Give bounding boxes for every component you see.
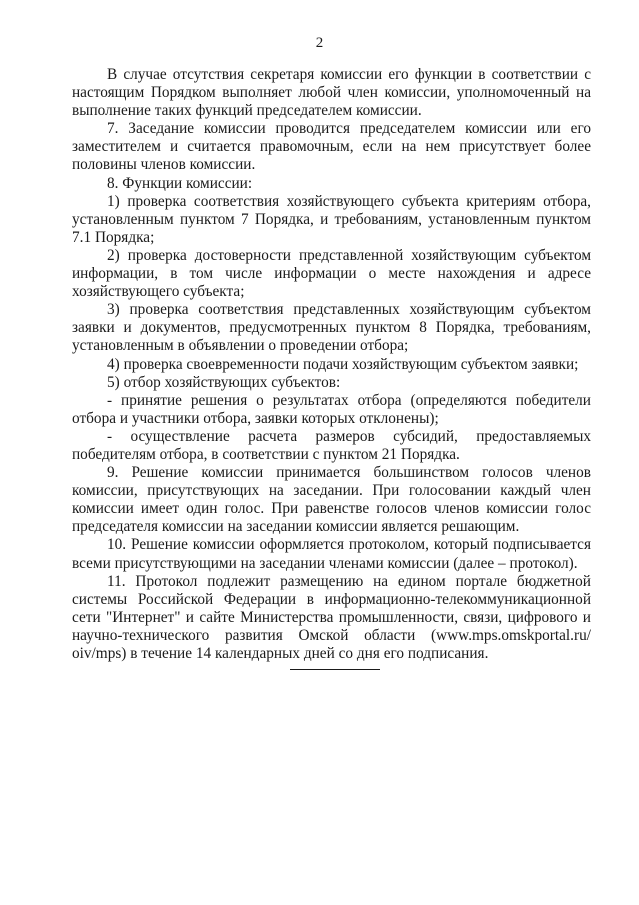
paragraph-7-meeting-quorum: 7. Заседание комиссии проводится председателем комиссии или его заместителем и считается правомочным, если на нем присутствует более половины членов комиссии. [72, 120, 591, 174]
list-item-function-5: 5) отбор хозяйствующих субъектов: [107, 373, 341, 391]
page-number: 2 [315, 35, 324, 51]
list-subitem-subsidy-calculation: - осуществление расчета размеров субсидий, предоставляемых победителям отбора, в соответствии с пунктом 21 Порядка. [72, 427, 591, 463]
list-item-function-3: 3) проверка соответствия представленных хозяйствующим субъектом заявки и документов, предусмотренных пунктом 8 Порядка, требованиям, установленным в объявлении о проведении отбора; [72, 301, 591, 355]
list-subitem-selection-results: - принятие решения о результатах отбора (определяются победители отбора и участники отбора, заявки которых отклонены); [72, 391, 591, 427]
paragraph-8-commission-functions: 8. Функции комиссии: [107, 174, 253, 192]
paragraph-10-protocol: 10. Решение комиссии оформляется протоколом, который подписывается всеми присутствующими на заседании членами комиссии (далее – протокол). [72, 536, 591, 572]
document-body [72, 66, 591, 663]
end-separator-line [290, 669, 380, 670]
list-item-function-2: 2) проверка достоверности представленной хозяйствующим субъектом информации, в том числе информации о месте нахождения и адресе хозяйствующего субъекта; [72, 246, 591, 301]
paragraph-11-protocol-publication: 11. Протокол подлежит размещению на едином портале бюджетной системы Российской Федерации в информационно-телекоммуникационной сети "Интернет" и сайте Министерства промышленности, связи, цифрового и научно-технического развития Омской области (www.mps.omskportal.ru/ oiv/mps) в течение 14 календарных дней со дня его подписания. [72, 572, 591, 662]
paragraph-9-decision-voting: 9. Решение комиссии принимается большинством голосов членов комиссии, присутствующих на заседании. При голосовании каждый член комиссии имеет один голос. При равенстве голосов членов комиссии голос председателя комиссии на заседании комиссии является решающим. [72, 464, 591, 536]
list-item-function-1: 1) проверка соответствия хозяйствующего субъекта критериям отбора, установленным пунктом 7 Порядка, и требованиям, установленным пунктом 7.1 Порядка; [72, 192, 591, 246]
paragraph-secretary-substitution: В случае отсутствия секретаря комиссии его функции в соответствии с настоящим Порядком выполняет любой член комиссии, уполномоченный на выполнение таких функций председателем комиссии. [72, 66, 591, 120]
list-item-function-4: 4) проверка своевременности подачи хозяйствующим субъектом заявки; [107, 355, 579, 373]
